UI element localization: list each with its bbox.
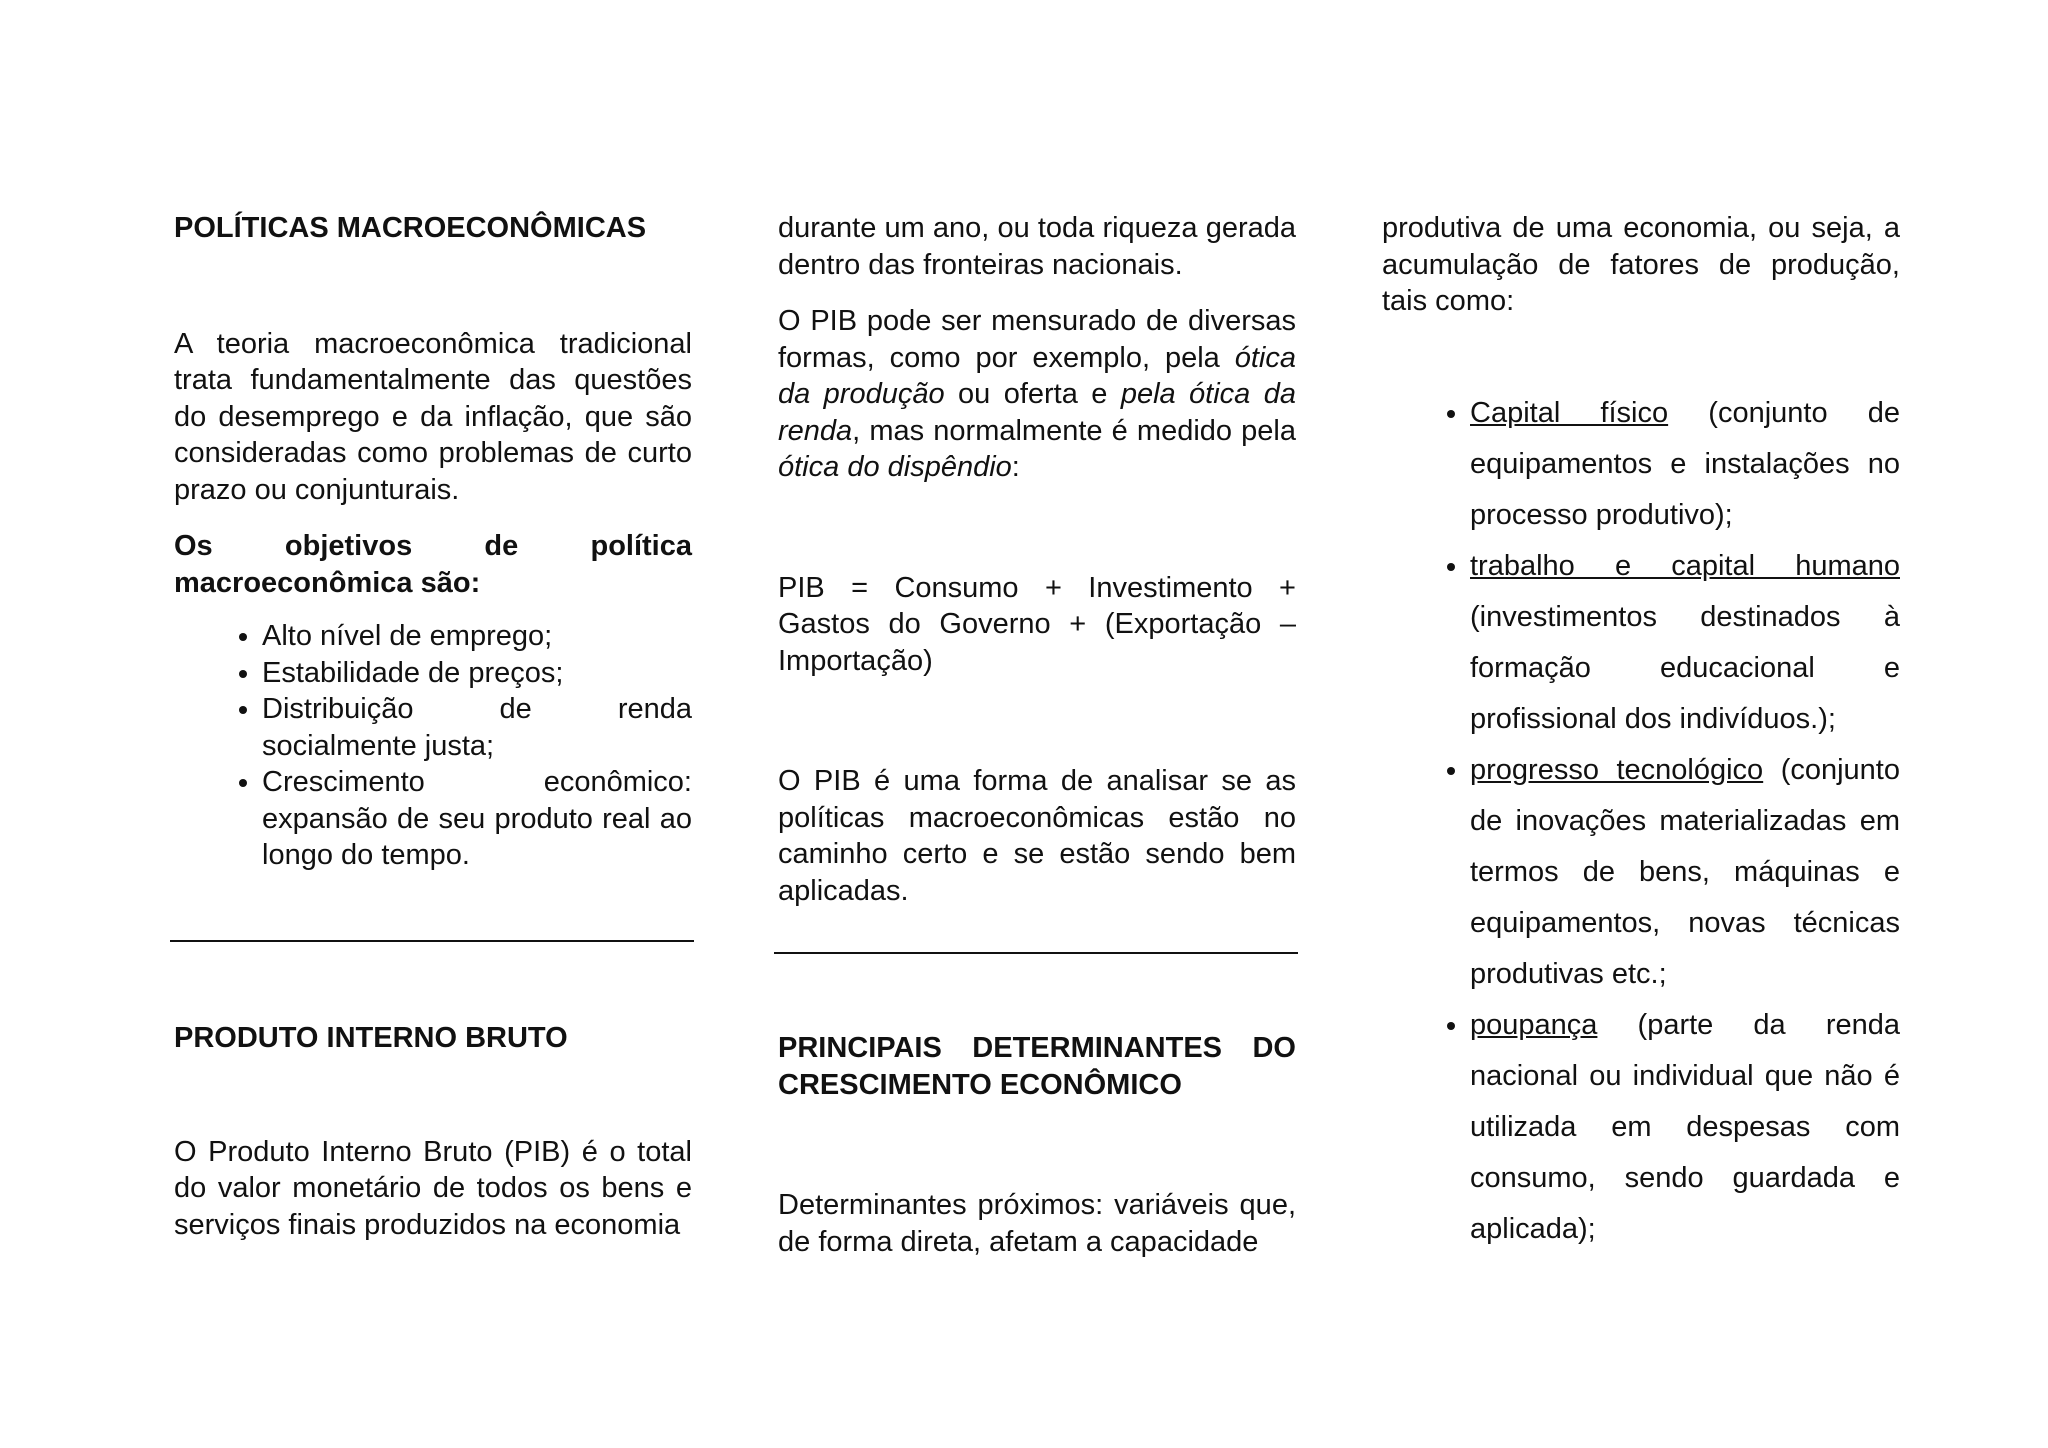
list-item: • progresso tecnológico (conjunto de inovações materializadas em termos de bens, máquinas e equipamentos, novas técnicas produtivas etc.; [1470,745,1900,1000]
pib-formula: PIB = Consumo + Investimento + Gastos do Governo + (Exportação – Importação) [778,571,1296,677]
column-2-lower [778,1030,1296,1260]
objectives-heading: Os objetivos de política macroeconômica são: [174,530,692,599]
list-item: • trabalho e capital humano (investimentos destinados à formação educacional e profissional dos indivíduos.); [1470,541,1900,745]
factor-term: Capital físico [1470,396,1669,429]
section-title-politicas: POLÍTICAS MACROECONÔMICAS [174,212,647,244]
factor-term: trabalho e capital humano [1470,549,1900,582]
column-1 [174,210,692,874]
factors-list [1382,388,1900,1255]
list-item: • Crescimento econômico: expansão de seu produto real ao longo do tempo. [262,764,692,874]
pib-analysis: O PIB é uma forma de analisar se as políticas macroeconômicas estão no caminho certo e se estão sendo bem aplicadas. [778,765,1296,907]
list-item: • Alto nível de emprego; [262,618,692,655]
objectives-list [174,618,692,874]
divider-2 [774,952,1298,954]
section-title-determinantes: PRINCIPAIS DETERMINANTES DO CRESCIMENTO ECONÔMICO [778,1032,1296,1101]
pib-measurement: O PIB pode ser mensurado de diversas formas, como por exemplo, pela ótica da produção ou oferta e pela ótica da renda, mas normalmente é medido pela ótica do dispêndio: [778,305,1296,483]
section-title-pib: PRODUTO INTERNO BRUTO [174,1022,568,1054]
column-1-lower [174,1020,692,1243]
determinants-continuation: produtiva de uma economia, ou seja, a acumulação de fatores de produção, tais como: [1382,212,1900,317]
list-item: • Capital físico (conjunto de equipamentos e instalações no processo produtivo); [1470,388,1900,541]
factor-term: poupança [1470,1008,1598,1041]
intro-paragraph: A teoria macroeconômica tradicional trata fundamentalmente das questões do desemprego e da inflação, que são consideradas como problemas de curto prazo ou conjunturais. [174,327,692,506]
divider-1 [170,940,694,942]
list-item: • Distribuição de renda socialmente justa; [262,691,692,764]
determinants-paragraph: Determinantes próximos: variáveis que, de forma direta, afetam a capacidade [778,1189,1296,1258]
pib-definition: O Produto Interno Bruto (PIB) é o total do valor monetário de todos os bens e serviços finais produzidos na economia [174,1135,692,1241]
column-2 [778,210,1296,909]
list-item: • Estabilidade de preços; [262,655,692,692]
pib-continuation: durante um ano, ou toda riqueza gerada dentro das fronteiras nacionais. [778,212,1296,281]
list-item: • poupança (parte da renda nacional ou individual que não é utilizada em despesas com consumo, sendo guardada e aplicada); [1470,1000,1900,1255]
column-3 [1382,210,1900,1255]
factor-term: progresso tecnológico [1470,753,1764,786]
